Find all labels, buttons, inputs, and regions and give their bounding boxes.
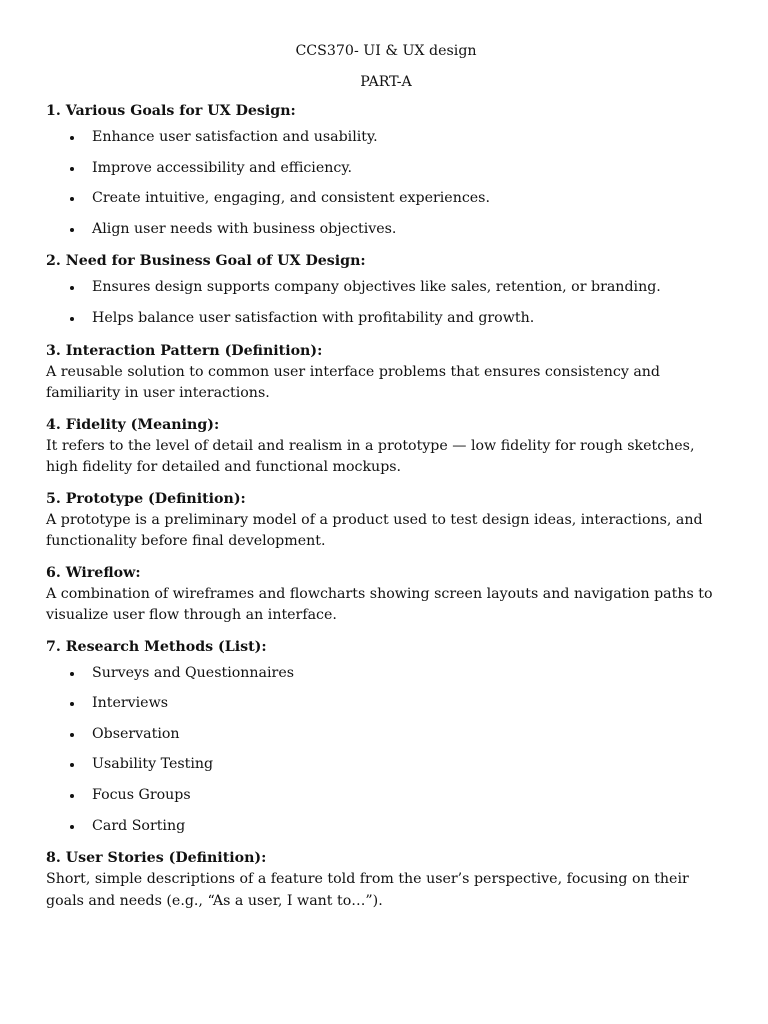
list-item-text: Interviews xyxy=(92,695,168,712)
course-title: CCS370- UI & UX design xyxy=(295,43,477,59)
bullet-icon xyxy=(70,228,74,232)
list-item-text: Helps balance user satisfaction with profitability and growth. xyxy=(92,309,535,326)
list-item-text: Surveys and Questionnaires xyxy=(92,664,294,681)
section-interaction-pattern xyxy=(46,339,726,405)
list-item xyxy=(46,188,726,209)
list-item-text: Observation xyxy=(92,725,180,742)
list-item xyxy=(46,693,726,714)
section-prototype xyxy=(46,487,726,553)
bullet-icon xyxy=(70,136,74,140)
section-heading: 4. Fidelity (Meaning): xyxy=(46,416,220,433)
list-item xyxy=(46,663,726,684)
section-heading: 7. Research Methods (List): xyxy=(46,638,267,655)
section-heading: 8. User Stories (Definition): xyxy=(46,850,267,867)
list-item xyxy=(46,308,726,329)
section-heading: 6. Wireflow: xyxy=(46,564,141,581)
list-item xyxy=(46,816,726,837)
list-item xyxy=(46,219,726,240)
list-item-text: Improve accessibility and efficiency. xyxy=(92,159,352,176)
list-item-text: Enhance user satisfaction and usability. xyxy=(92,129,378,145)
section-heading: 3. Interaction Pattern (Definition): xyxy=(46,342,323,359)
section-heading: 5. Prototype (Definition): xyxy=(46,490,246,507)
list-item-text: Card Sorting xyxy=(92,817,186,834)
section-business-goal xyxy=(46,249,726,329)
section-user-stories xyxy=(46,846,726,912)
bullet-icon xyxy=(70,672,74,676)
bullet-icon xyxy=(70,763,74,767)
list-item xyxy=(46,785,726,806)
section-text: A combination of wireframes and flowcharts showing screen layouts and navigation paths to visualize user flow through an interface. xyxy=(46,585,713,624)
list-item-text: Align user needs with business objectives. xyxy=(92,220,397,237)
section-text: A reusable solution to common user interface problems that ensures consistency and familiarity in user interactions. xyxy=(46,363,661,402)
section-research-methods xyxy=(46,635,726,837)
list-item-text: Create intuitive, engaging, and consistent experiences. xyxy=(92,190,490,207)
list-item xyxy=(46,158,726,179)
list-item xyxy=(46,127,726,148)
section-fidelity xyxy=(46,413,726,479)
bullet-icon xyxy=(70,286,74,290)
bullet-icon xyxy=(70,794,74,798)
list-item-text: Ensures design supports company objectives like sales, retention, or branding. xyxy=(92,279,661,296)
bullet-icon xyxy=(70,167,74,171)
bullet-icon xyxy=(70,197,74,201)
list-item xyxy=(46,724,726,745)
bullet-list xyxy=(46,127,726,240)
bullet-icon xyxy=(70,702,74,706)
section-text: A prototype is a preliminary model of a product used to test design ideas, interactions, and functionality before final development. xyxy=(46,511,703,550)
bullet-list xyxy=(46,663,726,837)
bullet-icon xyxy=(70,733,74,737)
section-text: Short, simple descriptions of a feature told from the user’s perspective, focusing on their goals and needs (e.g., “As a user, I want to…”). xyxy=(46,871,689,909)
part-label: PART-A xyxy=(360,74,412,90)
section-heading: 2. Need for Business Goal of UX Design: xyxy=(46,253,366,270)
section-wireflow xyxy=(46,561,726,627)
list-item xyxy=(46,277,726,298)
list-item xyxy=(46,754,726,775)
bullet-icon xyxy=(70,825,74,829)
list-item-text: Focus Groups xyxy=(92,786,191,803)
bullet-list xyxy=(46,277,726,329)
bullet-icon xyxy=(70,317,74,321)
section-text: It refers to the level of detail and realism in a prototype — low fidelity for rough sketches, high fidelity for detailed and functional mockups. xyxy=(46,437,695,476)
list-item-text: Usability Testing xyxy=(92,756,214,773)
section-ux-goals xyxy=(46,99,726,240)
document-page xyxy=(46,40,726,920)
section-heading: 1. Various Goals for UX Design: xyxy=(46,103,296,119)
